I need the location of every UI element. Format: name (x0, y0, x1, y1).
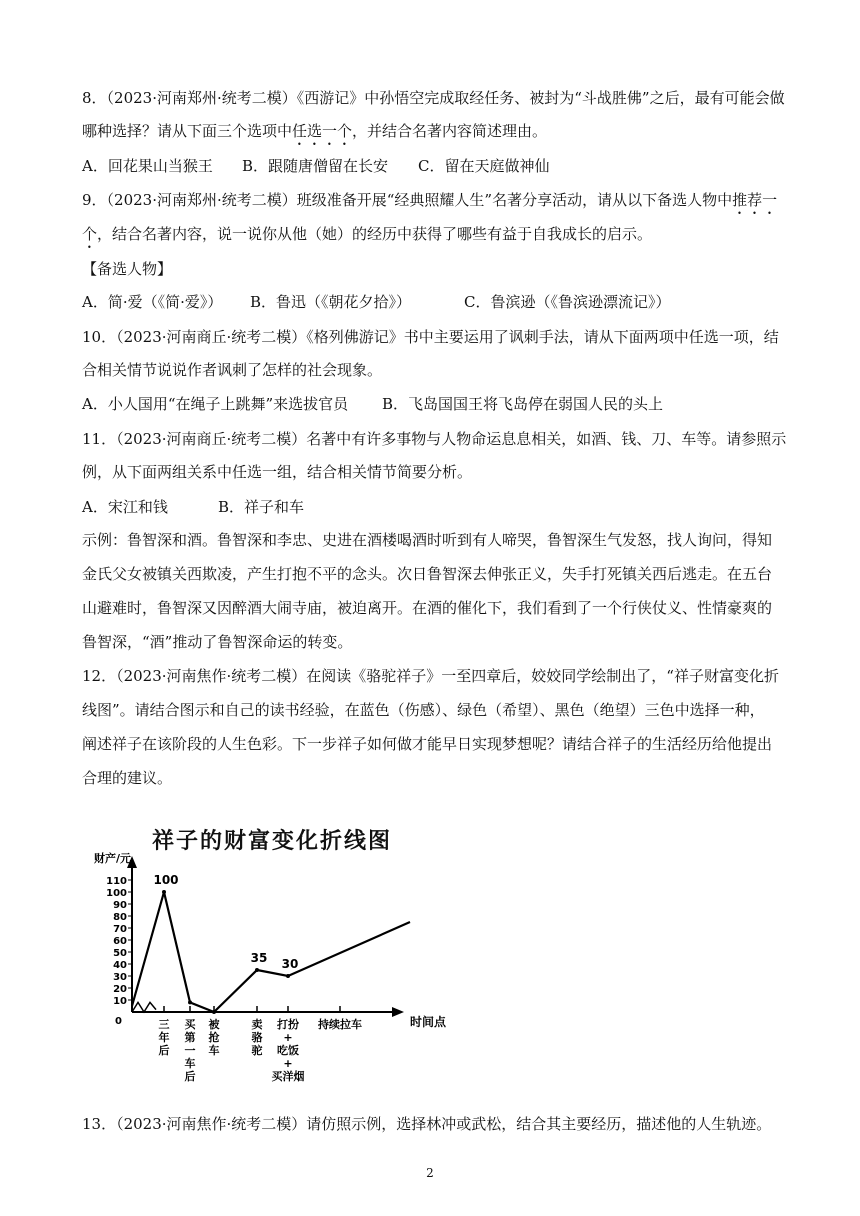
q9-emphasis-2: 个 (82, 225, 98, 243)
q11-line1: 11．（2023·河南商丘·统考二模）名著中有许多事物与人物命运息息相关，如酒、钱、刀、车等。请参照示 (82, 430, 787, 448)
q10-option-a: A．小人国用“在绳子上跳舞”来选拔官员 (82, 395, 349, 413)
x-tick-label: 第 (184, 1031, 196, 1044)
series-line (132, 892, 410, 1012)
q8-line1: 8．（2023·河南郑州·统考二模）《西游记》中孙悟空完成取经任务、被封为“斗战胜佛”之后，最有可能会做 (82, 89, 785, 107)
x-tick-label: 卖 (251, 1018, 263, 1031)
x-axis-arrow (392, 1007, 404, 1017)
q9-line1-pre: 9．（2023·河南郑州·统考二模）班级准备开展“经典照耀人生”名著分享活动，请从以下备选人物中 (82, 191, 733, 209)
q10-line2: 合相关情节说说作者讽刺了怎样的社会现象。 (82, 361, 383, 379)
q8-option-c: C．留在天庭做神仙 (418, 157, 550, 175)
data-label: 35 (250, 951, 268, 965)
y-tick-label: 0 (115, 1016, 122, 1027)
q11-option-a: A．宋江和钱 (82, 498, 168, 516)
q10-option-b: B．飞岛国国王将飞岛停在弱国人民的头上 (382, 395, 664, 413)
x-tick-label: 车 (208, 1044, 220, 1057)
q9-emphasis-1: 推荐一 (732, 191, 778, 209)
q11-option-b: B．祥子和车 (218, 498, 305, 516)
q12-line: 12．（2023·河南焦作·统考二模）在阅读《骆驼祥子》一至四章后，姣姣同学绘制出了，“祥子财富变化折 (82, 667, 779, 685)
y-tick-label: 70 (113, 924, 127, 935)
x-tick-label: + (283, 1057, 293, 1070)
y-tick-label: 30 (113, 972, 127, 983)
x-tick-label: 骆 (251, 1031, 263, 1044)
y-tick-label: 60 (113, 936, 127, 947)
data-point (162, 890, 166, 894)
q8-options (82, 156, 782, 176)
q10-line1: 10．（2023·河南商丘·统考二模）《格列佛游记》书中主要运用了讽刺手法，请从下面两项中任选一项，结 (82, 328, 779, 346)
q10-options (82, 394, 782, 414)
y-tick-label: 20 (113, 984, 127, 995)
q11-example-line: 山避难时，鲁智深又因醉酒大闹寺庙，被迫离开。在酒的催化下，我们看到了一个行侠仗义、性情豪爽的 (82, 599, 773, 617)
data-point (255, 968, 259, 972)
y-tick-label: 110 (106, 876, 127, 887)
q8-option-b: B．跟随唐僧留在长安 (242, 157, 389, 175)
data-label: 30 (281, 957, 299, 971)
x-axis-label: 时间点 (410, 1015, 447, 1029)
x-tick-label: 三 (158, 1018, 170, 1031)
q9-line1 (82, 190, 782, 218)
q13-line1: 13．（2023·河南焦作·统考二模）请仿照示例，选择林冲或武松，结合其主要经历，描述他的人生轨迹。 (82, 1115, 772, 1133)
y-tick-label: 40 (113, 960, 127, 971)
q9-option-a: A．简·爱（《简·爱》） (82, 293, 223, 311)
y-tick-label: 50 (113, 948, 127, 959)
y-tick-label: 90 (113, 900, 127, 911)
y-tick-label: 80 (113, 912, 127, 923)
q8-line2 (82, 121, 782, 149)
x-tick-label: 年 (158, 1031, 170, 1044)
data-point (188, 1000, 192, 1004)
q11-line2: 例，从下面两组关系中任选一组，结合相关情节简要分析。 (82, 463, 473, 481)
q9-line2-post: ，结合名著内容，说一说你从他（她）的经历中获得了哪些有益于自我成长的启示。 (97, 225, 653, 243)
q12-line: 线图”。请结合图示和自己的读书经验，在蓝色（伤感）、绿色（希望）、黑色（绝望）三色中选择一种， (82, 701, 765, 719)
y-tick-label: 10 (113, 996, 127, 1007)
x-tick-label: 后 (184, 1070, 196, 1083)
q9-option-b: B．鲁迅（《朝花夕拾》） (250, 293, 412, 311)
chart-svg (82, 810, 482, 1100)
q12-line: 合理的建议。 (82, 769, 173, 787)
q11-example-line: 示例：鲁智深和酒。鲁智深和李忠、史进在酒楼喝酒时听到有人啼哭，鲁智深生气发怒，找人询问，得知 (82, 531, 773, 549)
q9-options (82, 292, 782, 312)
x-tick-label: 后 (158, 1044, 170, 1057)
x-tick-label: 吃饭 (277, 1044, 299, 1057)
q8-emphasis: 任选一个 (292, 122, 353, 140)
q9-heading: 【备选人物】 (82, 260, 173, 278)
q11-options (82, 497, 782, 517)
q9-option-c: C．鲁滨逊（《鲁滨逊漂流记》） (464, 293, 671, 311)
chart-title: 祥子的财富变化折线图 (152, 829, 393, 854)
x-tick-label: 买洋烟 (271, 1070, 305, 1083)
q11-example-line: 金氏父女被镇关西欺凌，产生打抱不平的念头。次日鲁智深去伸张正义，失手打死镇关西后逃走。在五台 (82, 565, 773, 583)
x-tick-label: 打扮 (277, 1018, 299, 1031)
page-number: 2 (426, 1166, 434, 1180)
q8-line2-pre: 哪种选择？请从下面三个选项中 (82, 122, 293, 140)
x-tick-label: 一 (184, 1044, 196, 1057)
x-tick-label: 抢 (208, 1031, 220, 1044)
data-point (286, 974, 290, 978)
wealth-line-chart (82, 810, 482, 1100)
q11-example-line: 鲁智深，“酒”推动了鲁智深命运的转变。 (82, 633, 353, 651)
y-tick-label: 100 (106, 888, 127, 899)
x-tick-label: 被 (208, 1018, 220, 1031)
q12-line: 阐述祥子在该阶段的人生色彩。下一步祥子如何做才能早日实现梦想呢？请结合祥子的生活经历给他提出 (82, 735, 773, 753)
x-tick-label: 持续拉车 (318, 1018, 362, 1031)
q9-line2 (82, 224, 782, 252)
y-axis-label: 财产/元 (94, 852, 132, 865)
q8-option-a: A．回花果山当猴王 (82, 157, 213, 175)
q8-line2-post: ，并结合名著内容简述理由。 (352, 122, 548, 140)
origin-zigzag (132, 1002, 156, 1012)
x-tick-label: 驼 (251, 1044, 263, 1057)
x-tick-label: + (283, 1031, 293, 1044)
data-label: 100 (153, 873, 179, 887)
x-tick-label: 买 (184, 1018, 196, 1031)
x-tick-label: 车 (184, 1057, 196, 1070)
